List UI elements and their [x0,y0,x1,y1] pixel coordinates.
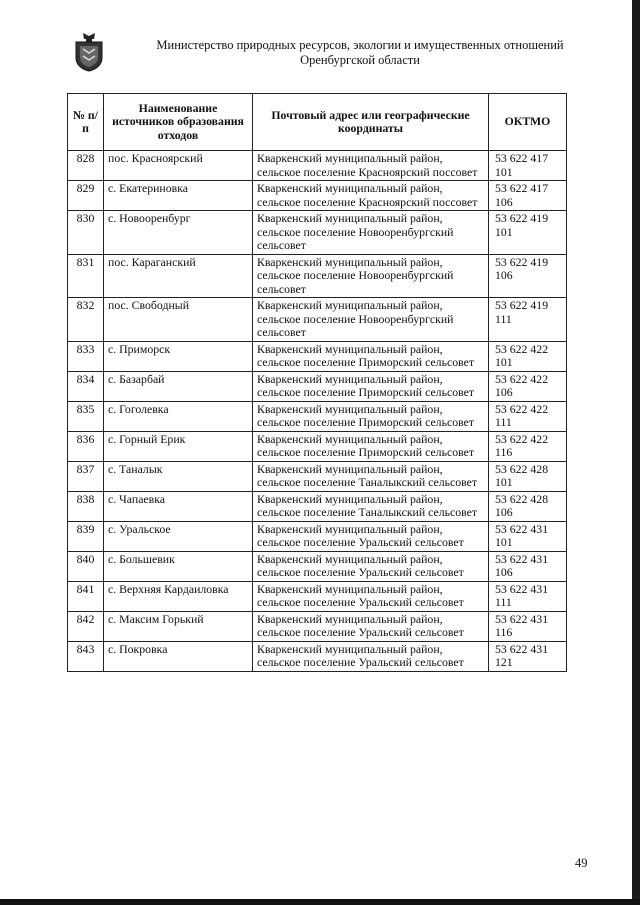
row-number: 840 [68,551,104,581]
row-number: 829 [68,181,104,211]
table-row [68,641,567,671]
table-row [68,254,567,298]
oktmo-code: 53 622 422 111 [489,401,567,431]
address-cell: Кваркенский муниципальный район, сельское поселение Красноярский поссовет [253,151,489,181]
scan-edge-right [632,0,640,905]
table-row [68,581,567,611]
row-number: 839 [68,521,104,551]
table-row [68,341,567,371]
address-cell: Кваркенский муниципальный район, сельское поселение Уральский сельсовет [253,641,489,671]
row-number: 837 [68,461,104,491]
address-cell: Кваркенский муниципальный район, сельское поселение Приморский сельсовет [253,401,489,431]
table-row [68,611,567,641]
oktmo-code: 53 622 431 101 [489,521,567,551]
oktmo-code: 53 622 417 101 [489,151,567,181]
ministry-name [120,38,600,68]
address-cell: Кваркенский муниципальный район, сельское поселение Уральский сельсовет [253,551,489,581]
table-row [68,401,567,431]
table-row [68,151,567,181]
oktmo-code: 53 622 431 116 [489,611,567,641]
source-name: с. Чапаевка [104,491,253,521]
table-row [68,298,567,342]
address-cell: Кваркенский муниципальный район, сельское поселение Красноярский поссовет [253,181,489,211]
table-row [68,371,567,401]
row-number: 838 [68,491,104,521]
source-name: с. Максим Горький [104,611,253,641]
source-name: пос. Красноярский [104,151,253,181]
column-header-address: Почтовый адрес или географические координаты [253,94,489,151]
address-cell: Кваркенский муниципальный район, сельское поселение Уральский сельсовет [253,581,489,611]
table-row [68,211,567,255]
source-name: с. Гоголевка [104,401,253,431]
table-header-row [68,94,567,151]
column-header-source-name: Наименование источников образования отходов [104,94,253,151]
source-name: с. Новооренбург [104,211,253,255]
address-cell: Кваркенский муниципальный район, сельское поселение Новооренбургский сельсовет [253,254,489,298]
table-row [68,551,567,581]
address-cell: Кваркенский муниципальный район, сельское поселение Таналыкский сельсовет [253,461,489,491]
source-name: с. Таналык [104,461,253,491]
row-number: 831 [68,254,104,298]
address-cell: Кваркенский муниципальный район, сельское поселение Приморский сельсовет [253,341,489,371]
table-row [68,461,567,491]
source-name: с. Екатериновка [104,181,253,211]
table-row [68,521,567,551]
address-cell: Кваркенский муниципальный район, сельское поселение Приморский сельсовет [253,371,489,401]
ministry-line-2: Оренбургской области [300,53,420,67]
row-number: 834 [68,371,104,401]
source-name: с. Уральское [104,521,253,551]
oktmo-code: 53 622 422 106 [489,371,567,401]
oktmo-code: 53 622 419 111 [489,298,567,342]
source-name: с. Покровка [104,641,253,671]
row-number: 841 [68,581,104,611]
oktmo-code: 53 622 428 106 [489,491,567,521]
ministry-line-1: Министерство природных ресурсов, экологии и имущественных отношений [156,38,564,52]
oktmo-code: 53 622 428 101 [489,461,567,491]
coat-of-arms-icon [74,32,104,72]
table-row [68,181,567,211]
row-number: 830 [68,211,104,255]
oktmo-code: 53 622 419 106 [489,254,567,298]
oktmo-code: 53 622 431 106 [489,551,567,581]
oktmo-code: 53 622 422 116 [489,431,567,461]
row-number: 835 [68,401,104,431]
source-name: с. Базарбай [104,371,253,401]
address-cell: Кваркенский муниципальный район, сельское поселение Уральский сельсовет [253,521,489,551]
document-header [60,30,620,80]
page-number: 49 [575,856,588,870]
source-name: с. Верхняя Кардаиловка [104,581,253,611]
source-name: с. Большевик [104,551,253,581]
oktmo-code: 53 622 419 101 [489,211,567,255]
address-cell: Кваркенский муниципальный район, сельское поселение Таналыкский сельсовет [253,491,489,521]
address-cell: Кваркенский муниципальный район, сельское поселение Приморский сельсовет [253,431,489,461]
row-number: 828 [68,151,104,181]
oktmo-code: 53 622 422 101 [489,341,567,371]
row-number: 833 [68,341,104,371]
oktmo-code: 53 622 431 111 [489,581,567,611]
table-row [68,491,567,521]
source-name: пос. Свободный [104,298,253,342]
column-header-number: № п/п [68,94,104,151]
source-name: с. Приморск [104,341,253,371]
address-cell: Кваркенский муниципальный район, сельское поселение Новооренбургский сельсовет [253,298,489,342]
scan-edge-bottom [0,899,640,905]
oktmo-code: 53 622 431 121 [489,641,567,671]
address-cell: Кваркенский муниципальный район, сельское поселение Уральский сельсовет [253,611,489,641]
row-number: 843 [68,641,104,671]
table-row [68,431,567,461]
column-header-oktmo: ОКТМО [489,94,567,151]
row-number: 836 [68,431,104,461]
address-cell: Кваркенский муниципальный район, сельское поселение Новооренбургский сельсовет [253,211,489,255]
waste-sources-table [67,93,567,672]
source-name: пос. Караганский [104,254,253,298]
oktmo-code: 53 622 417 106 [489,181,567,211]
row-number: 832 [68,298,104,342]
row-number: 842 [68,611,104,641]
source-name: с. Горный Ерик [104,431,253,461]
